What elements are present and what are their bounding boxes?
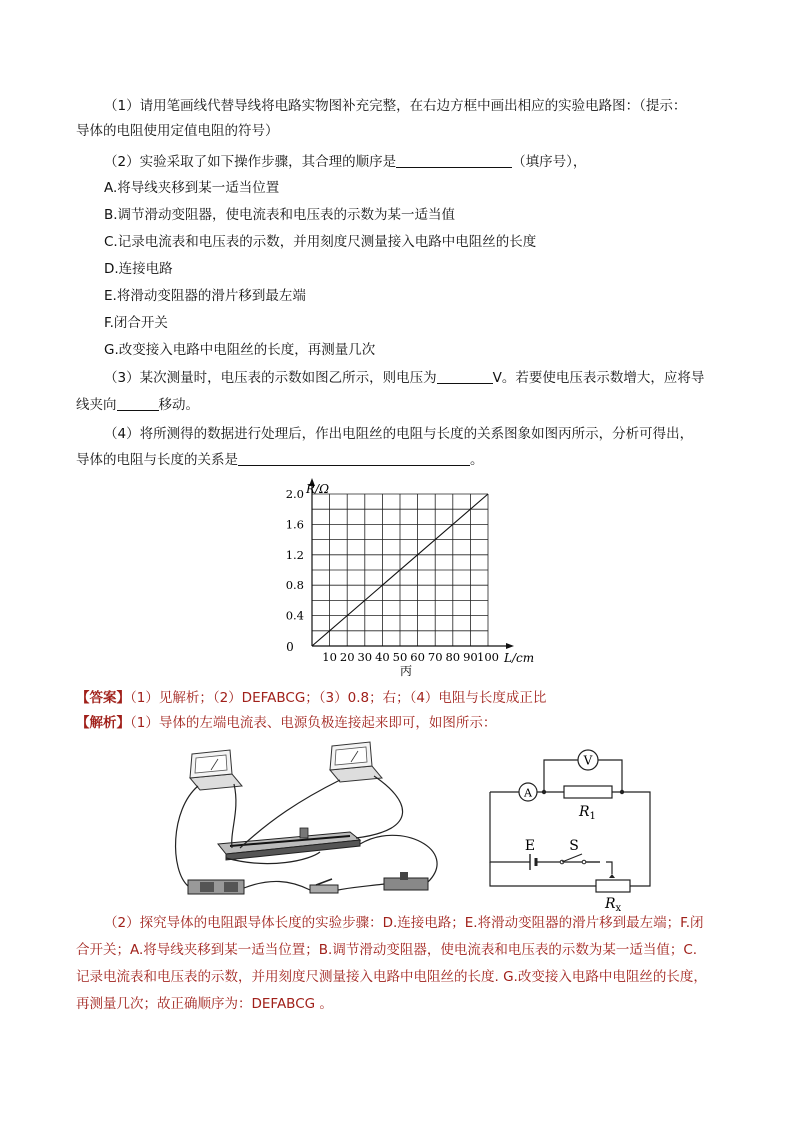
q2-step-f: F.闭合开关: [104, 315, 168, 331]
rheostat-arrow: [609, 874, 615, 878]
analysis-p2-line2: 合开关；A.将导线夹移到某一适当位置；B.调节滑动变阻器，使电流表和电压表的示数为某一适当值；C.: [76, 942, 698, 958]
q2-suffix: （填序号），: [512, 154, 587, 170]
junction-left: [542, 790, 546, 794]
junction-right: [620, 790, 624, 794]
resistor-rx-label: $R_x$: [605, 896, 622, 914]
q4-answer-blank[interactable]: [238, 451, 470, 466]
battery-label: E: [524, 838, 536, 854]
switch-device: [310, 879, 338, 893]
q3-voltage-blank[interactable]: [437, 369, 493, 384]
chart-x-tick-label: 100: [477, 650, 499, 664]
chart-x-axis-arrow: [506, 643, 514, 649]
analysis-tag: 【解析】: [76, 715, 130, 731]
q2-answer-blank[interactable]: [396, 153, 512, 168]
chart-y-tick-label: 1.6: [285, 517, 304, 532]
analysis-p2-line4: 再测量几次；故正确顺序为：DEFABCG 。: [76, 996, 333, 1012]
answer-text: （1）见解析；（2）DEFABCG；（3）0.8；右；（4）电阻与长度成正比: [130, 690, 547, 706]
circuit-diagram: [480, 740, 660, 914]
q3-direction-blank[interactable]: [117, 396, 159, 411]
chart-x-tick-label: 70: [427, 650, 443, 664]
analysis-line: [76, 713, 496, 733]
battery-device: [188, 880, 244, 894]
q2-line: [104, 152, 586, 172]
q2-prefix: （2）实验采取了如下操作步骤，其合理的顺序是: [104, 154, 397, 170]
q2-step-g: G.改变接入电路中电阻丝的长度，再测量几次: [104, 342, 376, 358]
chart-x-tick-label: 30: [357, 650, 373, 664]
q2-step-a: A.将导线夹移到某一适当位置: [104, 180, 280, 196]
q4-line1: （4）将所测得的数据进行处理后，作出电阻丝的电阻与长度的关系图象如图丙所示，分析可得出，: [104, 426, 694, 442]
switch-label: S: [569, 838, 579, 854]
q3-part1: （3）某次测量时，电压表的示数如图乙所示，则电压为: [104, 370, 437, 386]
chart-y-tick-label: 2.0: [285, 487, 304, 501]
q3-line1: [104, 368, 704, 388]
resistor-rx-symbol: [596, 880, 630, 892]
apparatus-photo: [160, 740, 460, 905]
chart-caption: 丙: [399, 664, 413, 678]
q3-line2: [76, 395, 199, 415]
battery-symbol: [530, 854, 536, 870]
chart-y-axis-label: R/Ω: [306, 482, 330, 496]
chart-y-tick-label: 1.2: [285, 547, 304, 562]
chart-x-tick-label: 80: [445, 650, 461, 664]
chart-axes: [309, 478, 514, 649]
ammeter-label: A: [524, 786, 532, 800]
answer-tag: 【答案】: [76, 690, 130, 706]
q4-line2-suffix: 。: [470, 452, 484, 468]
analysis-text: （1）导体的左端电流表、电源负极连接起来即可，如图所示：: [130, 715, 497, 731]
chart-x-tick-label: 20: [339, 650, 355, 664]
chart-y-tick-label: 0.8: [285, 578, 304, 593]
q4-line2: [76, 450, 484, 470]
resistor-r1-label: $R_1$: [579, 804, 596, 822]
voltmeter-label: V: [583, 753, 593, 768]
q1-line1: （1）请用笔画线代替导线将电路实物图补充完整，在右边方框中画出相应的实验电路图：（提示：: [104, 98, 687, 114]
chart-x-tick-label: 40: [375, 650, 390, 664]
q3-part2: V。若要使电压表示数增大，应将导: [492, 370, 705, 386]
chart-origin-label: 0: [286, 640, 294, 654]
circuit-wires: [490, 760, 650, 886]
resistance-wire-board: [218, 828, 360, 860]
q3-part4: 移动。: [158, 397, 199, 413]
q3-part3: 线夹向: [76, 397, 117, 413]
q1-line2: 导体的电阻使用定值电阻的符号）: [76, 123, 279, 139]
chart-x-axis-label: L/cm: [504, 651, 535, 665]
q2-step-e: E.将滑动变阻器的滑片移到最左端: [104, 288, 306, 304]
answer-line: [76, 688, 546, 708]
resistor-r1-symbol: [564, 786, 612, 798]
chart-y-tick-label: 0.4: [285, 608, 304, 623]
resistance-length-chart: [270, 476, 540, 686]
chart-labels: [286, 487, 499, 664]
chart-x-tick-label: 10: [322, 650, 337, 664]
chart-x-tick-label: 50: [392, 650, 408, 664]
analysis-p2-line3: 记录电流表和电压表的示数，并用刻度尺测量接入电路中电阻丝的长度. G.改变接入电路中电阻丝的长度，: [76, 969, 707, 985]
q2-step-b: B.调节滑动变阻器，使电流表和电压表的示数为某一适当值: [104, 207, 456, 223]
chart-x-tick-label: 90: [463, 650, 478, 664]
rheostat-device: [384, 872, 428, 890]
chart-x-tick-label: 60: [410, 650, 425, 664]
q4-line2-prefix: 导体的电阻与长度的关系是: [76, 452, 238, 468]
q2-step-c: C.记录电流表和电压表的示数，并用刻度尺测量接入电路中电阻丝的长度: [104, 234, 537, 250]
q2-step-d: D.连接电路: [104, 261, 173, 277]
analysis-p2-line1: （2）探究导体的电阻跟导体长度的实验步骤：D.连接电路；E.将滑动变阻器的滑片移到最左端；F.闭: [104, 915, 704, 931]
